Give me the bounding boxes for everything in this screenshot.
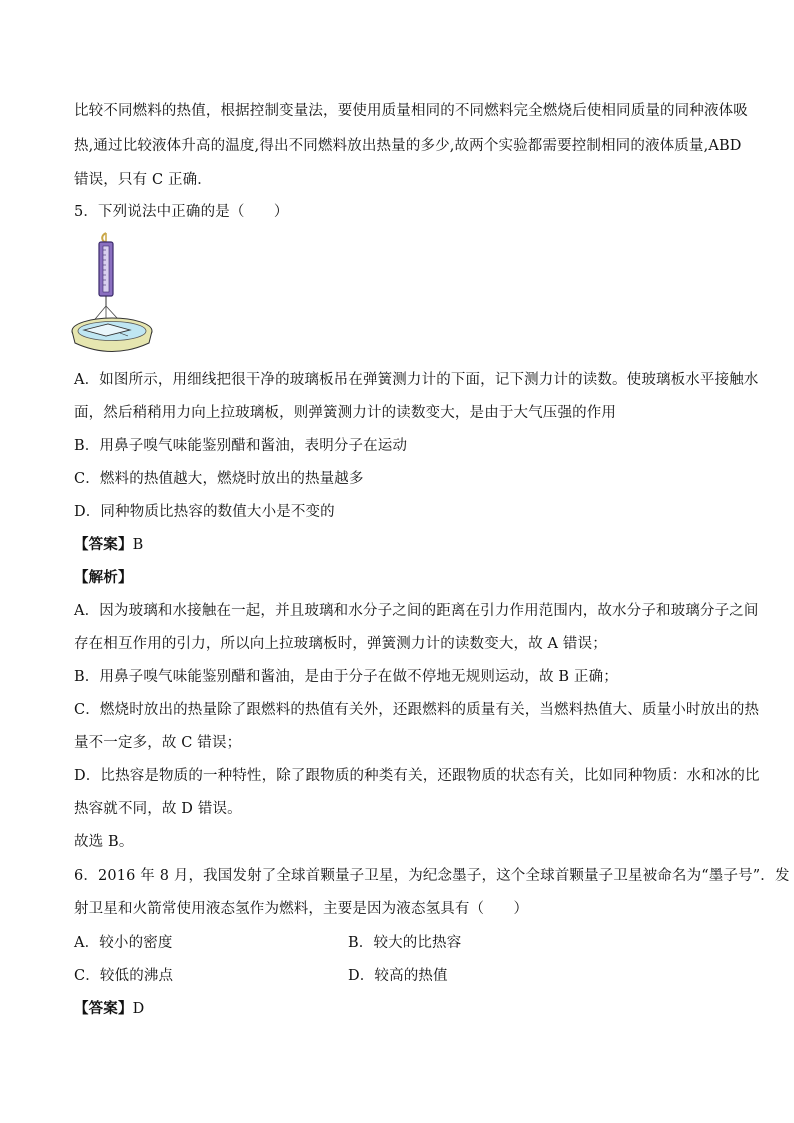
q6-option-d: D．较高的热值 xyxy=(348,968,448,984)
question-6-stem-line-2: 射卫星和火箭常使用液态氢作为燃料，主要是因为液态氢具有（ ） xyxy=(74,901,529,917)
spring-balance-figure xyxy=(70,230,160,360)
answer-value: B xyxy=(132,537,144,553)
answer-label: 【答案】 xyxy=(74,536,133,553)
q6-option-b: B．较大的比热容 xyxy=(348,935,462,951)
q5-option-b: B．用鼻子嗅气味能鉴别醋和酱油，表明分子在运动 xyxy=(74,438,408,454)
q5-option-a-line-1: A．如图所示，用细线把很干净的玻璃板吊在弹簧测力计的下面，记下测力计的读数。使玻璃板水平接触水 xyxy=(74,372,759,388)
q5-answer xyxy=(74,535,724,555)
question-6-stem-line-1: 6．2016 年 8 月，我国发射了全球首颗量子卫星，为纪念墨子，这个全球首颗量子卫星被命名为“墨子号”．发 xyxy=(74,868,790,884)
q5-option-d: D．同种物质比热容的数值大小是不变的 xyxy=(74,504,335,520)
q5-option-a-line-2: 面，然后稍稍用力向上拉玻璃板，则弹簧测力计的读数变大，是由于大气压强的作用 xyxy=(74,405,617,421)
q6-options-row-2 xyxy=(74,966,724,986)
prev-explanation-line-3: 错误，只有 C 正确． xyxy=(74,172,212,188)
answer-value: D xyxy=(132,1001,145,1017)
q5-explain-a-line-2: 存在相互作用的引力，所以向上拉玻璃板时，弹簧测力计的读数变大，故 A 错误； xyxy=(74,636,607,652)
q5-explain-b: B．用鼻子嗅气味能鉴别醋和酱油，是由于分子在做不停地无规则运动，故 B 正确； xyxy=(74,669,618,685)
q6-answer xyxy=(74,999,724,1019)
question-5-stem: 5．下列说法中正确的是（ ） xyxy=(74,204,289,220)
answer-label: 【答案】 xyxy=(74,1000,133,1017)
q5-option-c: C．燃料的热值越大，燃烧时放出的热量越多 xyxy=(74,471,364,487)
q5-explain-c-line-2: 量不一定多，故 C 错误； xyxy=(74,735,242,751)
q5-explain-c-line-1: C．燃烧时放出的热量除了跟燃料的热值有关外，还跟燃料的质量有关，当燃料热值大、质量小时放出的热 xyxy=(74,702,760,718)
q6-option-c: C．较低的沸点 xyxy=(74,968,174,984)
prev-explanation-line-1: 比较不同燃料的热值，根据控制变量法，要使用质量相同的不同燃料完全燃烧后使相同质量的同种液体吸 xyxy=(74,103,748,119)
analysis-label: 【解析】 xyxy=(74,569,133,586)
q5-explain-d-line-1: D．比热容是物质的一种特性，除了跟物质的种类有关，还跟物质的状态有关，比如同种物质：水和冰的比 xyxy=(74,768,760,784)
q5-explain-d-line-2: 热容就不同，故 D 错误。 xyxy=(74,801,242,817)
prev-explanation-line-2: 热,通过比较液体升高的温度,得出不同燃料放出热量的多少,故两个实验都需要控制相同的液体质量,ABD xyxy=(74,138,742,154)
q5-explain-a-line-1: A．因为玻璃和水接触在一起，并且玻璃和水分子之间的距离在引力作用范围内，故水分子和玻璃分子之间 xyxy=(74,603,759,619)
q6-options-row-1 xyxy=(74,933,724,953)
q5-conclusion: 故选 B。 xyxy=(74,834,134,850)
q5-analysis-label xyxy=(74,568,724,588)
q6-option-a: A．较小的密度 xyxy=(74,935,173,951)
